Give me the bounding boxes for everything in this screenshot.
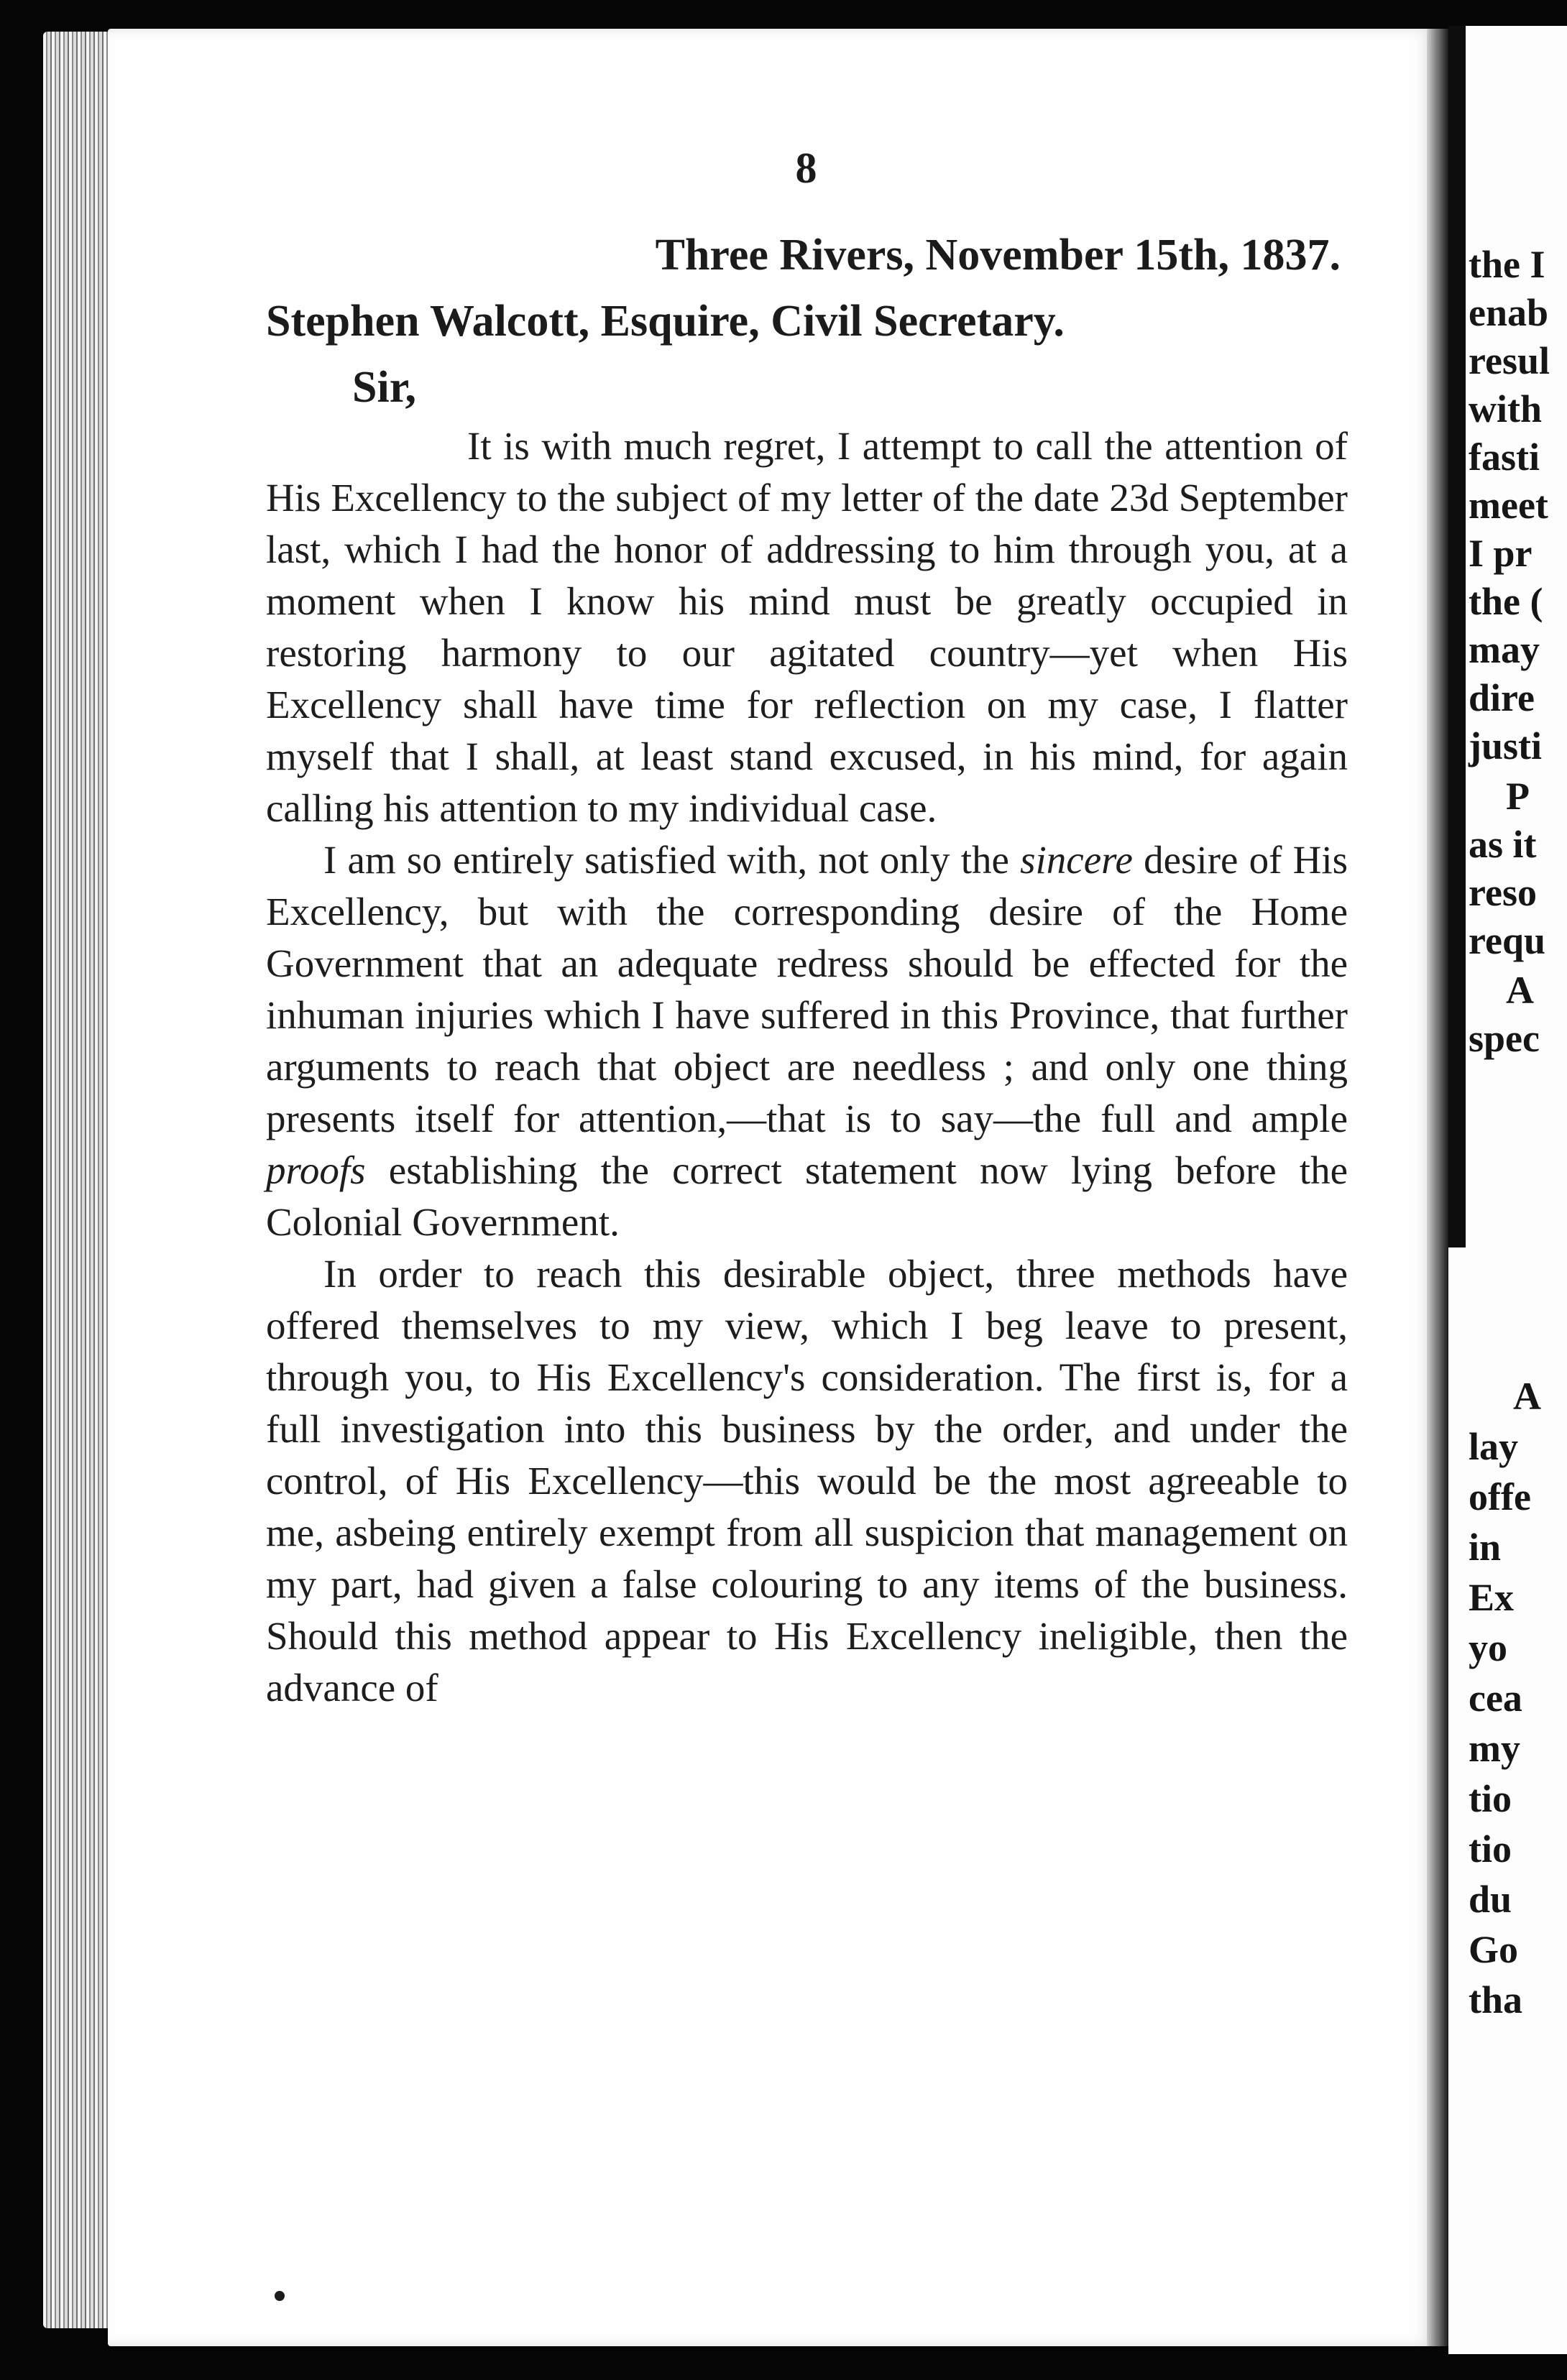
facing-line: P [1506,775,1530,818]
facing-line: may [1469,628,1540,671]
facing-line: requ [1469,919,1546,962]
facing-line: A [1506,969,1534,1012]
gutter-shadow [1427,29,1448,2346]
addressee: Stephen Walcott, Esquire, Civil Secretary. [266,297,1065,346]
facing-line: lay [1469,1425,1519,1468]
facing-line: yo [1469,1626,1507,1669]
ink-dot [275,2291,285,2301]
facing-page [1448,26,1567,2354]
facing-line: enab [1469,291,1549,334]
facing-line: tha [1469,1978,1523,2021]
facing-line: justi [1469,724,1543,767]
facing-line: tio [1469,1827,1512,1871]
salutation: Sir, [352,363,417,412]
paragraph-2-text: I am so entirely satisfied with, not only the [323,838,1009,882]
page-text [266,144,1348,1714]
facing-line: reso [1469,871,1537,914]
page-edges [43,32,112,2328]
facing-line: meet [1469,484,1548,527]
facing-line: in [1469,1526,1502,1569]
facing-page-shadow [1448,26,1466,1247]
italic-sincere: sincere [1020,838,1133,882]
dateline: Three Rivers, November 15th, 1837. [655,231,1341,280]
facing-line: as it [1469,823,1537,866]
facing-line: resul [1469,339,1550,382]
page-number: 8 [795,144,819,192]
facing-line: the I [1469,243,1545,286]
facing-line: dire [1469,676,1535,719]
italic-proofs: proofs [266,1148,366,1192]
facing-line: A [1513,1375,1541,1418]
facing-line: my [1469,1727,1520,1770]
paragraph-2 [266,834,1348,1248]
paragraph-2-text: establishing the correct statement now lying before the Colonial Government. [266,1148,1348,1244]
facing-line: cea [1469,1676,1522,1720]
facing-line: offe [1469,1475,1531,1518]
facing-line: with [1469,387,1543,430]
facing-line: I pr [1469,532,1532,575]
facing-line: fasti [1469,435,1540,479]
facing-line: spec [1469,1017,1540,1060]
paragraph-3: In order to reach this desirable object, three methods have offered themselves to my view, which I beg leave to present, through you, to His Excellency's consideration. The first is, for a full investigation into this business by the order, and under the control, of His Excellency—this would be the most agreeable to me, asbeing entirely exempt from all suspicion that management on my part, had given a false colouring to any items of the business. Should this method appear to His Excellency ineligible, then the advance of [266,1252,1348,1710]
facing-line: the ( [1469,580,1543,623]
facing-line: tio [1469,1777,1512,1820]
facing-line: Ex [1469,1576,1515,1619]
facing-line: du [1469,1878,1512,1921]
paragraph-2-text: desire of His Excellency, but with the corresponding desire of the Home Government that an adequate redress should be effected for the inhuman injuries which I have suffered in this Province, that further arguments to reach that object are needless ; and only one thing presents itself for attention,—that is to say—the full and ample [266,838,1348,1140]
paragraph-1: It is with much regret, I attempt to call the attention of His Excellency to the subject of my letter of the date 23d September last, which I had the honor of addressing to him through you, at a moment when I know his mind must be greatly occupied in restoring harmony to our agitated country—yet when His Excellency shall have time for reflection on my case, I flatter myself that I shall, at least stand excused, in his mind, for again calling his attention to my individual case. [266,424,1348,830]
facing-line: Go [1469,1928,1519,1971]
